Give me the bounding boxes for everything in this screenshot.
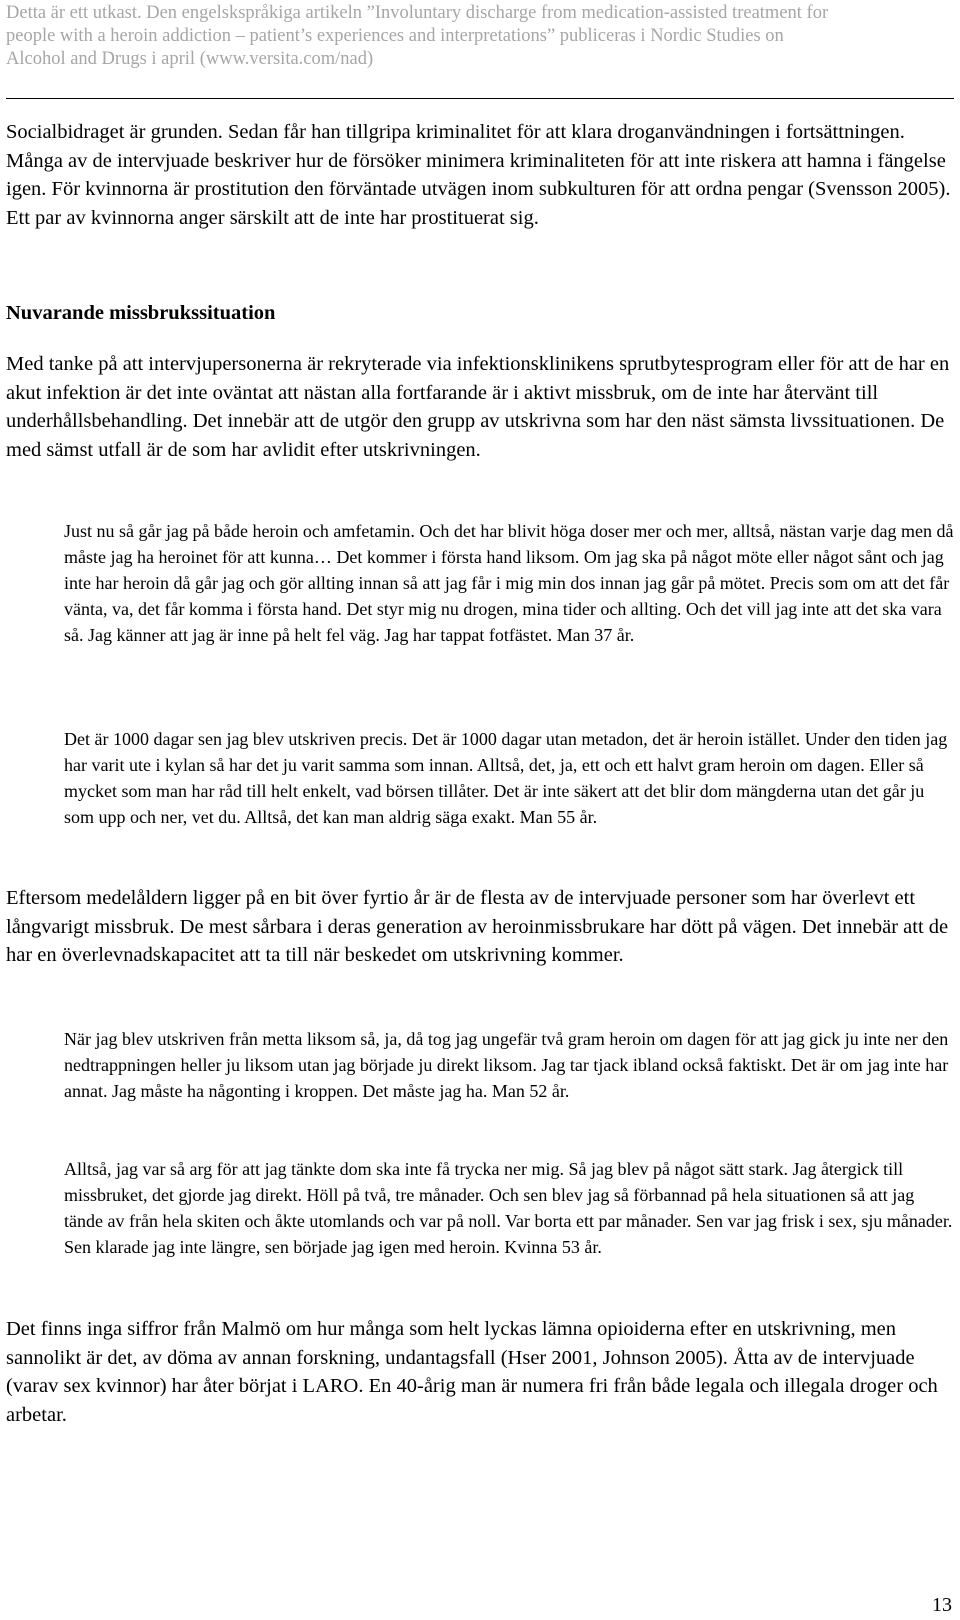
page-number: 13 [932, 1594, 952, 1616]
paragraph-3: Eftersom medelåldern ligger på en bit över fyrtio år är de flesta av de intervjuade personer som har överlevt ett långvarigt missbruk. De mest sårbara i deras generation av heroinmissbrukare har dött på vägen. Det innebär att de har en överlevnadskapacitet att ta till när beskedet om utskrivning kommer. [6, 887, 949, 966]
draft-notice-header: Detta är ett utkast. Den engelskspråkiga artikeln ”Involuntary discharge from medication-assisted treatment for people with a heroin addiction – patient’s experiences and interpretations” publiceras i Nordic Studies on Alcohol and Drugs i april (www.versita.com/nad) [6, 3, 829, 69]
quote-3: När jag blev utskriven från metta liksom så, ja, då tog jag ungefär två gram heroin om dagen för att jag gick ju inte ner den nedtrappningen heller ju liksom utan jag började ju direkt liksom. Jag tar tjack ibland också faktiskt. Det är om jag inte har annat. Jag måste ha någonting i kroppen. Det måste jag ha. Man 52 år. [64, 1029, 949, 1101]
paragraph-4: Det finns inga siffror från Malmö om hur många som helt lyckas lämna opioiderna efter en utskrivning, men sannolikt är det, av döma av annan forskning, undantagsfall (Hser 2001, Johnson 2005). Åtta av de intervjuade (varav sex kvinnor) har åter börjat i LARO. En 40-årig man är numera fri från både legala och illegala droger och arbetar. [6, 1318, 938, 1426]
quote-2: Det är 1000 dagar sen jag blev utskriven precis. Det är 1000 dagar utan metadon, det är heroin istället. Under den tiden jag har varit ute i kylan så har det ju varit samma som innan. Alltså, det, ja, ett och ett halvt gram heroin om dagen. Eller så mycket som man har råd till helt enkelt, vad börsen tillåter. Det är inte säkert att det blir dom mängderna utan det går ju som upp och ner, vet du. Alltså, det kan man aldrig säga exakt. Man 55 år. [64, 729, 948, 827]
section-heading: Nuvarande missbrukssituation [6, 302, 276, 324]
paragraph-1: Socialbidraget är grunden. Sedan får han tillgripa kriminalitet för att klara droganvändningen i fortsättningen. Många av de intervjuade beskriver hur de försöker minimera kriminaliteten för att inte riskera att hamna i fängelse igen. För kvinnorna är prostitution den förväntade utvägen inom subkulturen för att ordna pengar (Svensson 2005). Ett par av kvinnorna anger särskilt att de inte har prostituerat sig. [6, 121, 951, 229]
header-rule [6, 98, 954, 99]
quote-4: Alltså, jag var så arg för att jag tänkte dom ska inte få trycka ner mig. Så jag blev på något sätt stark. Jag återgick till missbruket, det gjorde jag direkt. Höll på två, tre månader. Och sen blev jag så förbannad på hela situationen så att jag tände av från hela skiten och åkte utomlands och var på noll. Var borta ett par månader. Sen var jag frisk i sex, sju månader. Sen klarade jag inte längre, sen började jag igen med heroin. Kvinna 53 år. [64, 1159, 953, 1257]
paragraph-2: Med tanke på att intervjupersonerna är rekryterade via infektionsklinikens sprutbytesprogram eller för att de har en akut infektion är det inte oväntat att nästan alla fortfarande är i aktivt missbruk, om de inte har återvänt till underhållsbehandling. Det innebär att de utgör den grupp av utskrivna som har den näst sämsta livssituationen. De med sämst utfall är de som har avlidit efter utskrivningen. [6, 353, 950, 461]
quote-1: Just nu så går jag på både heroin och amfetamin. Och det har blivit höga doser mer och mer, alltså, nästan varje dag men då måste jag ha heroinet för att kunna… Det kommer i första hand liksom. Om jag ska på något möte eller något sånt och jag inte har heroin då går jag och gör allting innan så att jag får i mig min dos innan jag går på mötet. Precis som om att det får vänta, va, det får komma i första hand. Det styr mig nu drogen, mina tider och allting. Och det vill jag inte att det ska vara så. Jag känner att jag är inne på helt fel väg. Jag har tappat fotfästet. Man 37 år. [64, 521, 954, 645]
